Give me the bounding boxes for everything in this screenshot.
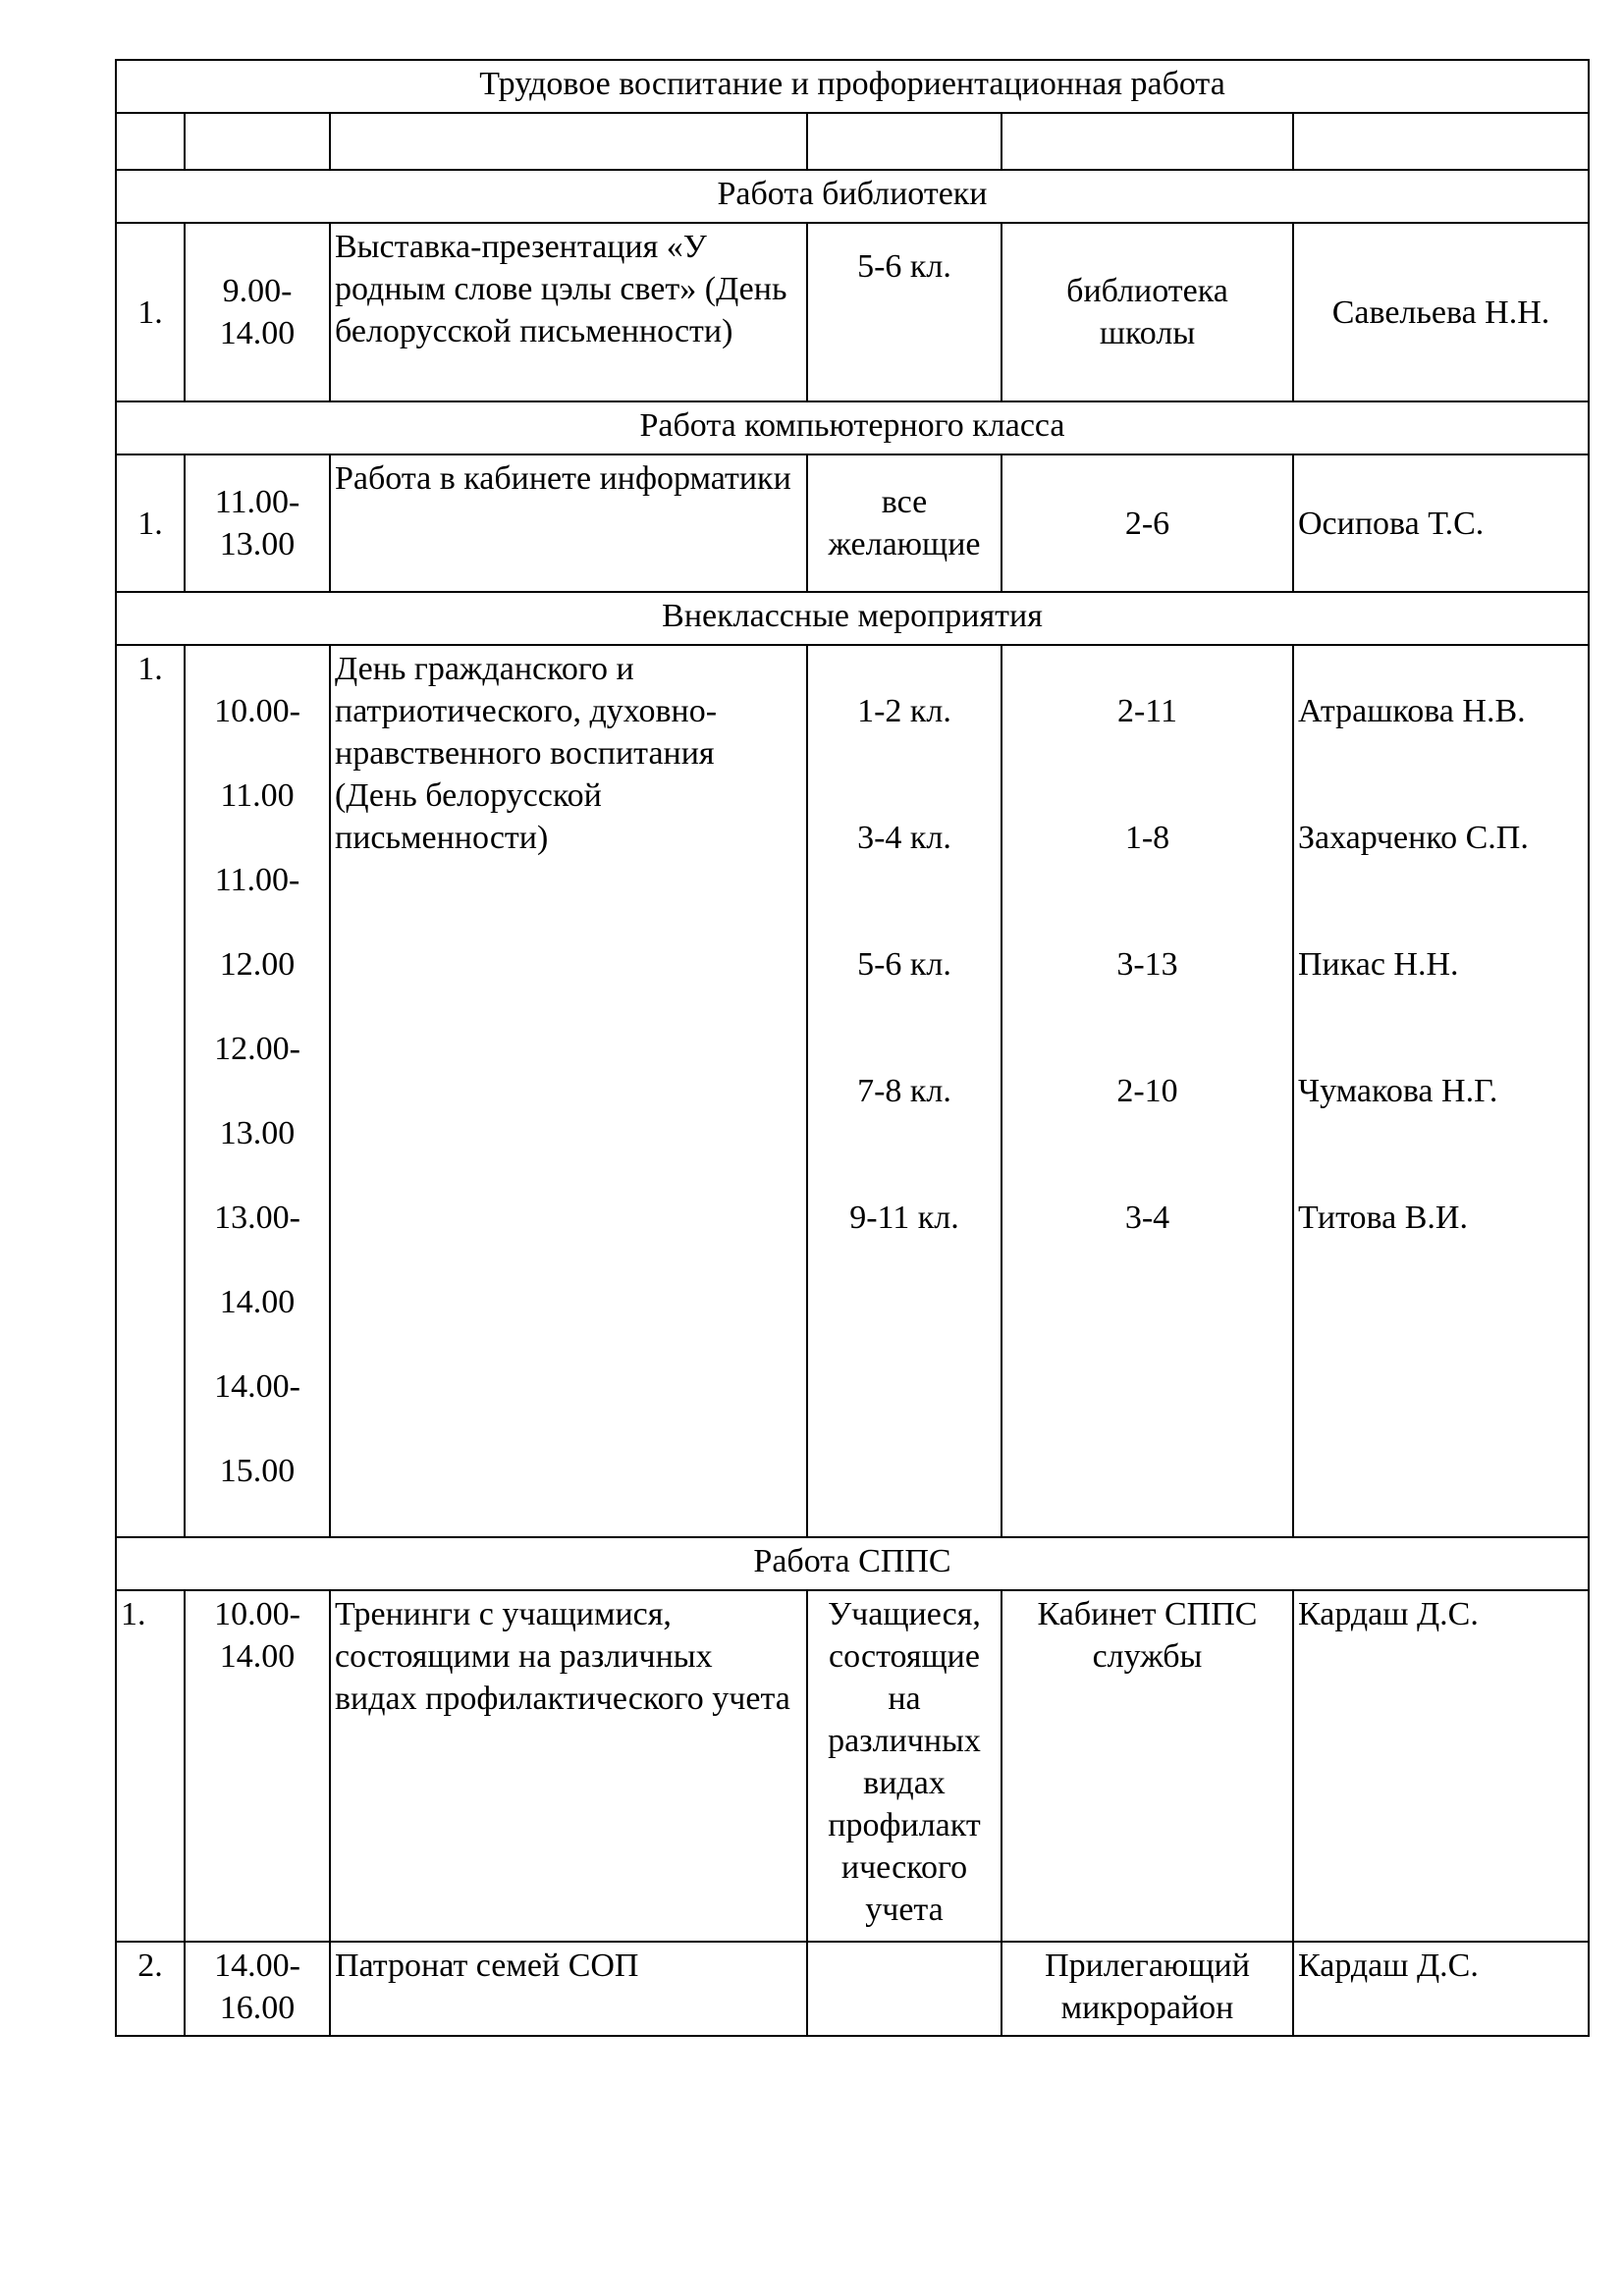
section-header-row	[116, 60, 1589, 113]
room-item: 3-13	[1116, 946, 1178, 983]
section-title-labor: Трудовое воспитание и профориентационная работа	[116, 60, 1589, 113]
participants-item: 3-4 кл.	[857, 820, 951, 856]
time-line: 14.00-	[214, 1368, 300, 1405]
responsible-cell: Осипова Т.С.	[1293, 454, 1589, 592]
participants-cell: Учащиеся, состоящие на различных видах профилакт ического учета	[807, 1590, 1001, 1942]
event-cell: Тренинги с учащимися, состоящими на различных видах профилактического учета	[330, 1590, 807, 1942]
time-cell: 14.00- 16.00	[185, 1942, 330, 2036]
participants-cell: все желающие	[807, 454, 1001, 592]
time-cell	[185, 645, 330, 1537]
responsible-item: Атрашкова Н.В.	[1298, 693, 1526, 729]
section-header-row	[116, 170, 1589, 223]
row-number: 1.	[116, 645, 185, 1537]
room-item: 2-10	[1116, 1073, 1178, 1109]
empty-row	[116, 113, 1589, 170]
table-row	[116, 1942, 1589, 2036]
participants-cell: 5-6 кл.	[807, 223, 1001, 401]
section-header-row	[116, 592, 1589, 645]
section-title-library: Работа библиотеки	[116, 170, 1589, 223]
empty-cell	[807, 113, 1001, 170]
section-header-row	[116, 401, 1589, 454]
row-number: 2.	[116, 1942, 185, 2036]
empty-cell	[1001, 113, 1293, 170]
time-line: 11.00-	[214, 862, 300, 898]
time-line: 13.00	[219, 1115, 296, 1151]
time-line: 10.00-	[214, 693, 300, 729]
event-cell: Выставка-презентация «У родным слове цэлы свет» (День белорусской письменности)	[330, 223, 807, 401]
time-line: 14.00	[219, 1284, 296, 1320]
responsible-cell	[1293, 645, 1589, 1537]
event-cell: День гражданского и патриотического, духовно-нравственного воспитания (День белорусской письменности)	[330, 645, 807, 1537]
time-cell: 9.00- 14.00	[185, 223, 330, 401]
room-item: 2-11	[1116, 693, 1178, 729]
responsible-item: Пикас Н.Н.	[1298, 946, 1459, 983]
time-line: 12.00	[219, 946, 296, 983]
participants-item: 7-8 кл.	[857, 1073, 951, 1109]
table-row	[116, 1590, 1589, 1942]
empty-cell	[330, 113, 807, 170]
place-cell: Прилегающий микрорайон	[1001, 1942, 1293, 2036]
section-title-computer: Работа компьютерного класса	[116, 401, 1589, 454]
time-cell: 11.00- 13.00	[185, 454, 330, 592]
row-number: 1.	[116, 454, 185, 592]
place-cell: Кабинет СППС службы	[1001, 1590, 1293, 1942]
responsible-cell: Кардаш Д.С.	[1293, 1942, 1589, 2036]
responsible-item: Захарченко С.П.	[1298, 820, 1529, 856]
participants-item: 5-6 кл.	[857, 946, 951, 983]
room-item: 1-8	[1124, 820, 1170, 856]
section-title-spps: Работа СППС	[116, 1537, 1589, 1590]
responsible-cell: Савельева Н.Н.	[1293, 223, 1589, 401]
place-cell	[1001, 645, 1293, 1537]
participants-item: 1-2 кл.	[857, 693, 951, 729]
place-cell: 2-6	[1001, 454, 1293, 592]
event-cell: Патронат семей СОП	[330, 1942, 807, 2036]
participants-cell	[807, 1942, 1001, 2036]
responsible-item: Чумакова Н.Г.	[1298, 1073, 1498, 1109]
time-line: 12.00-	[214, 1031, 300, 1067]
table-row	[116, 645, 1589, 1537]
time-line: 15.00	[219, 1453, 296, 1489]
empty-cell	[185, 113, 330, 170]
table-row	[116, 454, 1589, 592]
table-row	[116, 223, 1589, 401]
schedule-table	[115, 59, 1590, 2037]
time-cell: 10.00- 14.00	[185, 1590, 330, 1942]
section-title-extracurricular: Внеклассные мероприятия	[116, 592, 1589, 645]
row-number: 1.	[116, 1590, 185, 1942]
room-item: 3-4	[1124, 1200, 1170, 1236]
empty-cell	[1293, 113, 1589, 170]
participants-item: 9-11 кл.	[849, 1200, 959, 1236]
participants-cell	[807, 645, 1001, 1537]
time-line: 13.00-	[214, 1200, 300, 1236]
responsible-item: Титова В.И.	[1298, 1200, 1468, 1236]
place-cell: библиотека школы	[1001, 223, 1293, 401]
section-header-row	[116, 1537, 1589, 1590]
time-line: 11.00	[220, 777, 295, 814]
event-cell: Работа в кабинете информатики	[330, 454, 807, 592]
responsible-cell: Кардаш Д.С.	[1293, 1590, 1589, 1942]
row-number: 1.	[116, 223, 185, 401]
empty-cell	[116, 113, 185, 170]
